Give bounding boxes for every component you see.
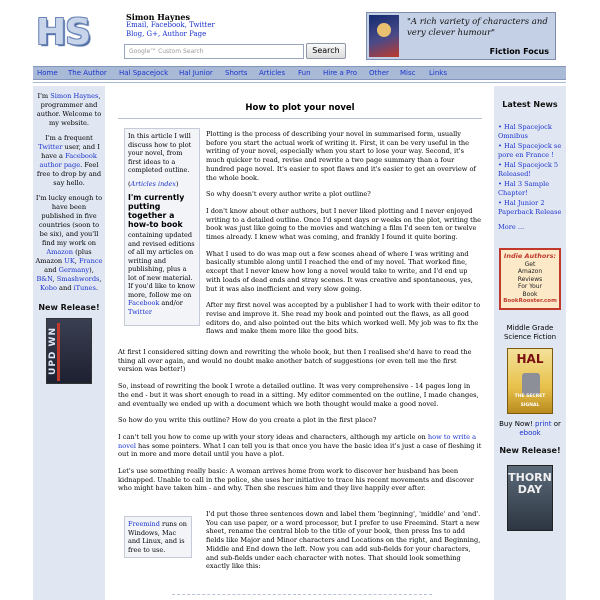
nav-other[interactable]: Other bbox=[369, 69, 389, 77]
bookrooster-ad[interactable] bbox=[499, 248, 561, 310]
promo-source: Fiction Focus bbox=[489, 47, 549, 56]
site-logo[interactable]: HS bbox=[36, 12, 91, 53]
paragraph-7: So, instead of rewriting the book I wrote a detailed outline. It was very comprehensive - 14 pages long in the end - but it was short enough to read in a sitting. My editor commented on the outline, I made changes, and eventually we ended up with a document which we both thought would make a good novel. bbox=[118, 382, 479, 408]
nav-hal-junior[interactable]: Hal Junior bbox=[179, 69, 213, 77]
buy-now: Buy Now! print or ebook bbox=[499, 420, 561, 437]
author-intro: I'm Simon Haynes, programmer and author. Welcome to my website. bbox=[36, 92, 102, 127]
author-link[interactable]: Simon Haynes bbox=[50, 92, 99, 100]
news-item[interactable]: • Hal Spacejock se pore en France ! bbox=[498, 142, 562, 159]
promo-banner[interactable] bbox=[366, 12, 556, 60]
paragraph-4: What I used to do was map out a few scenes ahead of where I was writing and basically stumble along until I reached the end of my novel. That worked fine, except that I never knew how long a novel would take to write, and I'd end up with loads of dead ends and stray scenes. It was creative and spontaneous, yes, but it was also inefficient and very slow going. bbox=[206, 249, 473, 293]
how-to-book-heading: I'm currently putting together a how-to book bbox=[128, 193, 185, 229]
left-sidebar bbox=[33, 86, 105, 600]
social-intro: I'm a frequent Twitter user, and I have a Facebook author page. Feel free to drop by and say hello. bbox=[36, 134, 102, 187]
ad-title: Indie Authors: bbox=[503, 252, 557, 260]
nav-separator bbox=[33, 82, 566, 83]
hal-cover-title: HAL bbox=[516, 352, 544, 366]
nav-links[interactable]: Links bbox=[429, 69, 447, 77]
hal-cover-subtitle: THE SECRET SIGNAL bbox=[514, 394, 546, 408]
amazon-germany-link[interactable]: Germany bbox=[58, 266, 90, 274]
paragraph-11: I'd put those three sentences down and label them 'beginning', 'middle' and 'end'. You can use paper, or a word processor, but I prefer to use Freemind. Start a new sheet, rename the central blob to the title of your book, then press Ins to add fields like Major and Minor characters and Locations on the right, and Beginning, Middle and End down the left. Now you can add sub-fields for your characters, and sub-fields under each character with notes. That should look something exactly like this: bbox=[206, 510, 481, 571]
ad-line: Reviews bbox=[517, 275, 543, 283]
social-links[interactable]: Email, Facebook, Twitter Blog, G+, Author Page bbox=[126, 21, 215, 38]
amazon-uk-link[interactable]: UK bbox=[64, 257, 75, 265]
article-summary: In this article I will discuss how to plot your novel, from first ideas to a completed outline. bbox=[128, 132, 192, 174]
articles-index-link[interactable]: Articles index bbox=[130, 179, 176, 188]
freemind-link[interactable]: Freemind bbox=[128, 520, 160, 528]
news-item[interactable]: • Hal Junior 2 Paperback Release bbox=[498, 199, 562, 216]
latest-news-heading: Latest News bbox=[502, 100, 558, 109]
nav-shorts[interactable]: Shorts bbox=[225, 69, 248, 77]
facebook-link[interactable]: Facebook author page bbox=[39, 152, 97, 169]
news-item[interactable]: • Hal 3 Sample Chapter! bbox=[498, 180, 550, 197]
news-item[interactable]: • Hal Spacejock 5 Released! bbox=[498, 161, 559, 178]
smashwords-link[interactable]: Smashwords bbox=[56, 275, 100, 283]
bottom-divider bbox=[172, 594, 432, 595]
paragraph-6: At first I considered sitting down and rewriting the whole book, but then I realised she'd have to read the thing all over again, and would no doubt make another batch of suggestions (or even tell me the first version was better!) bbox=[118, 348, 472, 374]
news-list bbox=[498, 123, 562, 217]
search-button[interactable]: Search bbox=[306, 43, 346, 59]
amazon-link[interactable]: Amazon bbox=[46, 248, 73, 256]
more-news-link[interactable]: More ... bbox=[498, 223, 525, 231]
news-item[interactable]: • Hal Spacejock Omnibus bbox=[498, 123, 552, 140]
promo-quote: "A rich variety of characters and very clever humour" bbox=[407, 17, 548, 38]
amazon-france-link[interactable]: France bbox=[78, 257, 103, 265]
ad-line: For Your bbox=[517, 283, 543, 290]
how-to-write-novel-link[interactable]: how to write a novel bbox=[118, 432, 477, 450]
nav-home[interactable]: Home bbox=[37, 69, 58, 77]
new-release-heading-right: New Release! bbox=[499, 446, 561, 455]
site-header bbox=[0, 0, 600, 66]
nav-misc[interactable]: Misc bbox=[400, 69, 416, 77]
author-name: Simon Haynes bbox=[126, 12, 191, 22]
nav-hal-spacejock[interactable]: Hal Spacejock bbox=[119, 69, 169, 77]
paragraph-5: After my first novel was accepted by a publisher I had to work with their editor to revise and improve it. She read my book and pointed out the flaws, as all good editors do, and also pointed out the bits which worked well. My job was to fix the flaws and make them more like the good bits. bbox=[206, 301, 481, 336]
page-title: How to plot your novel bbox=[245, 103, 355, 113]
new-release-book-cover[interactable] bbox=[46, 318, 92, 384]
twitter-link[interactable]: Twitter bbox=[38, 143, 63, 151]
middle-grade-label: Middle Grade Science Fiction bbox=[503, 324, 557, 341]
cover-spine-text: UPD WN bbox=[48, 327, 58, 375]
new-release-heading: New Release! bbox=[38, 303, 100, 312]
paragraph-3: I don't know about other authors, but I never liked plotting and I never enjoyed writing to a detailed outline. Once I'd spent days or weeks on the plot, writing the book was just like going to the movies and watching a film I'd seen ten or twelve times already. I knew what was coming, and frankly I found it quite boring. bbox=[206, 206, 481, 242]
nav-the-author[interactable]: The Author bbox=[68, 69, 107, 77]
nav-hire-a-pro[interactable]: Hire a Pro bbox=[323, 69, 358, 77]
sidebox-twitter-link[interactable]: Twitter bbox=[128, 307, 152, 316]
promo-book-cover bbox=[369, 15, 399, 57]
bn-link[interactable]: B&N bbox=[36, 275, 53, 283]
thorn-cover-title: THORN DAY bbox=[508, 471, 552, 496]
kobo-link[interactable]: Kobo bbox=[40, 284, 57, 292]
paragraph-2: So why doesn't every author write a plot outline? bbox=[206, 190, 371, 199]
title-divider bbox=[118, 118, 482, 119]
freemind-info-box: Freemind runs on Windows, Mac and Linux, and is free to use. bbox=[124, 516, 192, 558]
article-info-box bbox=[124, 128, 200, 326]
paragraph-10: Let's use something really basic: A woman arrives home from work to discover her husband has been kidnapped. Unable to call in the police, she uses her initiative to trace his recent movements and discover who might have taken him - and why. Then she rescues him and they live happily ever after. bbox=[118, 467, 474, 493]
article-intro bbox=[206, 130, 482, 344]
nav-fun[interactable]: Fun bbox=[298, 69, 311, 77]
main-content bbox=[112, 86, 488, 600]
article-body bbox=[118, 348, 482, 501]
main-nav bbox=[33, 66, 566, 80]
right-sidebar bbox=[494, 86, 566, 600]
paragraph-9: I can't tell you how to come up with your story ideas and characters, although my article on how to write a novel has some pointers. What I can tell you is that once you have the basic idea it's just a case of fleshing it out in more and more detail until you have a plot. bbox=[118, 432, 482, 459]
publishing-info: I'm lucky enough to have been published in five countries (soon to be six), and you'll find my work on Amazon (plus Amazon UK, France and Germany), B&N, Smashwords, Kobo and iTunes. bbox=[35, 194, 103, 292]
buy-ebook-link[interactable]: ebook bbox=[519, 429, 541, 437]
paragraph-8: So how do you write this outline? How do you create a plot in the first place? bbox=[118, 416, 377, 425]
ad-line: Book bbox=[522, 290, 538, 298]
paragraph-1: Plotting is the process of describing your novel in summarised form, usually before you start the actual work of writing it. First, it can be very useful in the writing of your novel, especially when you start to lose your way. Second, it's much quicker to read, revise and rewrite a two page summary than a four hundred page novel. It's easier to spot flaws and it's easier to get an overview of the whole book. bbox=[206, 130, 476, 182]
sidebox-facebook-link[interactable]: Facebook bbox=[128, 299, 160, 307]
ad-line: Amazon bbox=[517, 268, 543, 275]
articles-index: (Articles index) bbox=[128, 179, 179, 188]
ad-site: BookRooster.com bbox=[503, 298, 557, 304]
buy-print-link[interactable]: print bbox=[535, 420, 552, 428]
ad-line: Get bbox=[524, 260, 536, 268]
thorn-day-book-cover[interactable] bbox=[507, 465, 553, 531]
itunes-link[interactable]: iTunes bbox=[73, 284, 96, 292]
hal-junior-book-cover[interactable] bbox=[507, 348, 553, 414]
search-input[interactable]: Google™ Custom Search bbox=[124, 44, 304, 59]
how-to-book-text: containing updated and revised editions of all my articles on writing and publishing, plus a lot of new material. If you'd like to know more, follow me on Facebook and/or Twitter bbox=[128, 231, 196, 316]
nav-articles[interactable]: Articles bbox=[259, 69, 286, 77]
